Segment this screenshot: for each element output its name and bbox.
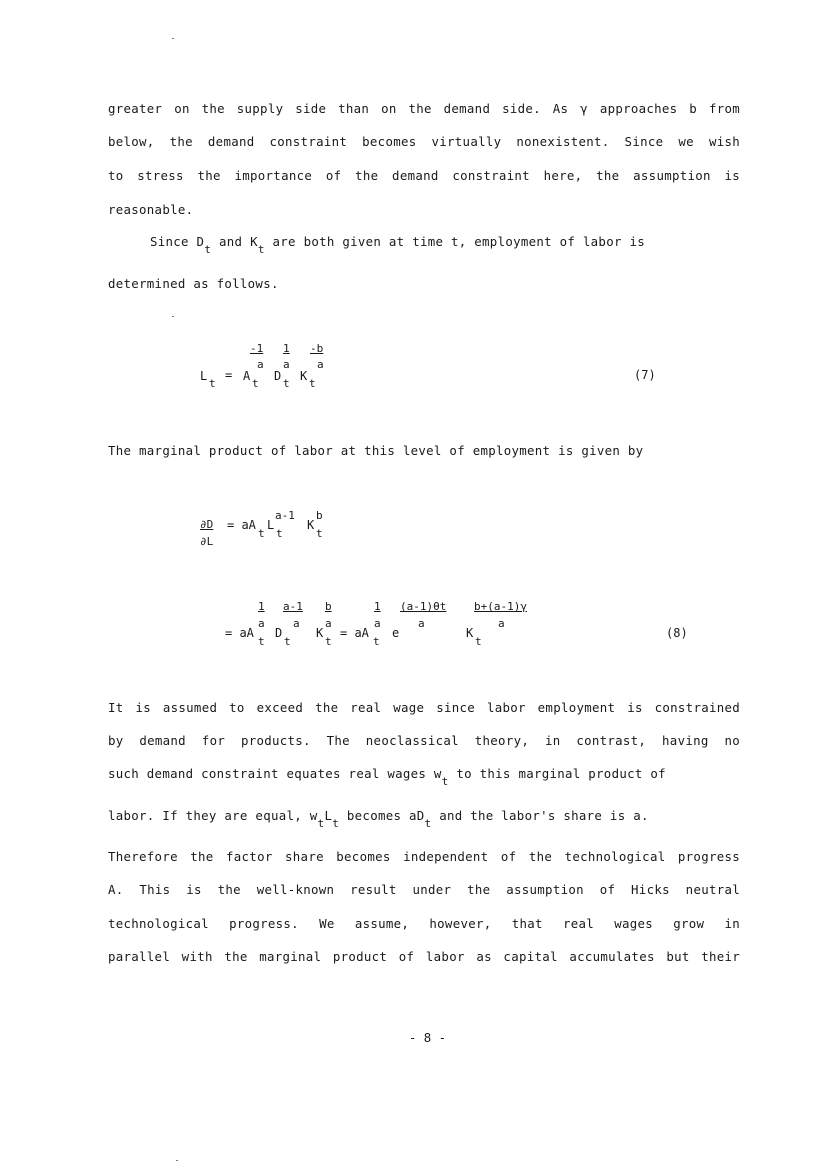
scan-speck bbox=[172, 38, 174, 39]
paragraph-4-line-1: It is assumed to exceed the real wage since labor employment is constrained bbox=[108, 700, 740, 715]
scan-speck bbox=[172, 316, 174, 317]
paragraph-3-line-1: The marginal product of labor at this level of employment is given by bbox=[108, 443, 644, 458]
paragraph-4-line-8: parallel with the marginal product of labor as capital accumulates but their bbox=[108, 949, 740, 964]
paragraph-4-line-2: by demand for products. The neoclassical theory, in contrast, having no bbox=[108, 733, 740, 748]
paragraph-4-line-3: such demand constraint equates real wages $w_t$ to this marginal product of bbox=[108, 766, 666, 789]
page-number: - 8 - bbox=[408, 1030, 447, 1045]
equation-7-number: (7) bbox=[634, 368, 656, 382]
paragraph-4-line-6: A. This is the well-known result under the assumption of Hicks neutral bbox=[108, 882, 740, 897]
paragraph-2-line-1: Since $D_t$ and $K_t$ are both given at time t, employment of labor is bbox=[150, 234, 645, 257]
paragraph-2-line-2: determined as follows. bbox=[108, 276, 279, 291]
paragraph-4-line-5: Therefore the factor share becomes independent of the technological progress bbox=[108, 849, 740, 864]
equation-8-number: (8) bbox=[666, 626, 688, 640]
paragraph-1-line-4: reasonable. bbox=[108, 202, 194, 217]
paragraph-4-line-7: technological progress. We assume, however, that real wages grow in bbox=[108, 916, 740, 931]
scan-speck bbox=[176, 1160, 178, 1161]
document-page: greater on the supply side than on the demand side. As γ approaches b from below, the demand constraint becomes virtually nonexistent. Since we wish to stress the importance of the demand constraint here, the assumption is reasonable. Since $D_t$ and $K_t$ are both given at time t, employment of labor is determined as follows. -1 a 1 a -b a L t = A t D t K t (7) The marginal product of labor at this level of employment is given by ∂D ∂L = aA t L a-1 t K b t 1 a a-1 a b a 1 a (a-1)θt a b+(a-1)γ a = aA t D t K t = aA t e K t (8) It is assumed to exceed the real wage since labor employment is constrained by demand for products. The neoclassical theory, in contrast, having no such demand constraint equates real wages $w_t$ to this marginal product of labor. If they are equal, $w_tL_t$ becomes $aD_t$ and the labor's share is a. Therefore the factor share becomes independent of the technological progress A. This is the well-known result under the assumption of Hicks neutral technological progress. We assume, however, that real wages grow in parallel with the marginal product of labor as capital accumulates but their - 8 - bbox=[0, 0, 827, 1170]
paragraph-1-line-3: to stress the importance of the demand constraint here, the assumption is bbox=[108, 168, 740, 183]
paragraph-4-line-4: labor. If they are equal, $w_tL_t$ becomes $aD_t$ and the labor's share is a. bbox=[108, 808, 649, 831]
paragraph-1-line-1: greater on the supply side than on the demand side. As γ approaches b from bbox=[108, 101, 740, 116]
paragraph-1-line-2: below, the demand constraint becomes virtually nonexistent. Since we wish bbox=[108, 134, 740, 149]
